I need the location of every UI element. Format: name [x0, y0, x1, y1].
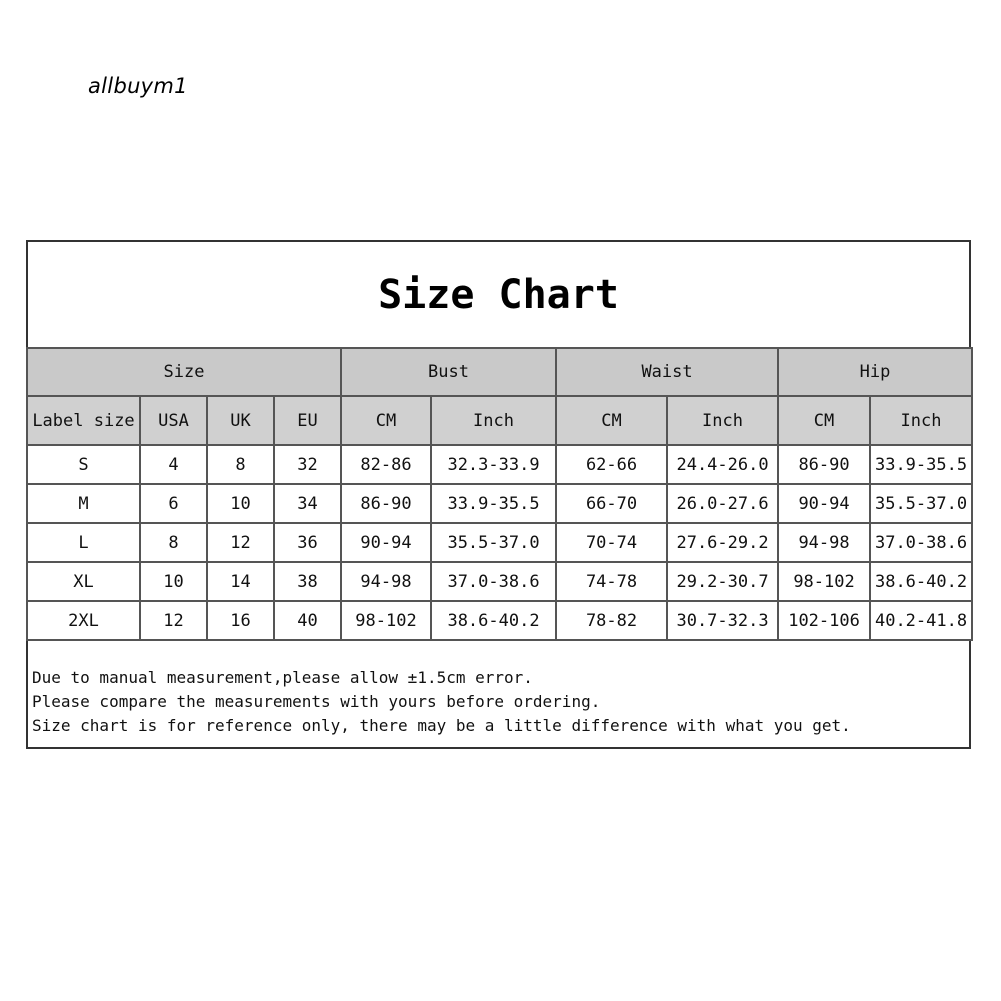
table-cell: 4 — [140, 445, 207, 484]
table-cell: 94-98 — [341, 562, 431, 601]
table-cell: 2XL — [27, 601, 140, 640]
table-cell: 38.6-40.2 — [870, 562, 972, 601]
table-row — [27, 601, 972, 640]
table-cell: 16 — [207, 601, 274, 640]
table-cell: 98-102 — [341, 601, 431, 640]
table-cell: 40.2-41.8 — [870, 601, 972, 640]
table-cell: 8 — [207, 445, 274, 484]
table-cell: 38.6-40.2 — [431, 601, 556, 640]
table-cell: 36 — [274, 523, 341, 562]
table-cell: 26.0-27.6 — [667, 484, 778, 523]
table-cell: 33.9-35.5 — [870, 445, 972, 484]
column-header: CM — [778, 396, 870, 445]
table-cell: 37.0-38.6 — [870, 523, 972, 562]
table-cell: 74-78 — [556, 562, 667, 601]
table-cell: 62-66 — [556, 445, 667, 484]
table-cell: 38 — [274, 562, 341, 601]
table-row — [27, 562, 972, 601]
table-cell: 32.3-33.9 — [431, 445, 556, 484]
note-line: Please compare the measurements with yours before ordering. — [32, 692, 601, 711]
table-cell: 30.7-32.3 — [667, 601, 778, 640]
size-chart — [26, 240, 971, 749]
table-cell: 90-94 — [778, 484, 870, 523]
table-cell: 14 — [207, 562, 274, 601]
table-cell: L — [27, 523, 140, 562]
note-line: Due to manual measurement,please allow ±1.5cm error. — [32, 668, 533, 687]
table-cell: 37.0-38.6 — [431, 562, 556, 601]
column-header: EU — [274, 396, 341, 445]
table-cell: 12 — [140, 601, 207, 640]
table-cell: 78-82 — [556, 601, 667, 640]
table-cell: 10 — [140, 562, 207, 601]
table-cell: 94-98 — [778, 523, 870, 562]
column-header-row — [27, 396, 972, 445]
table-cell: 70-74 — [556, 523, 667, 562]
column-header: Inch — [667, 396, 778, 445]
table-row — [27, 445, 972, 484]
size-table — [26, 347, 973, 641]
table-cell: 27.6-29.2 — [667, 523, 778, 562]
watermark-text: allbuym1 — [88, 74, 188, 98]
column-header: Inch — [870, 396, 972, 445]
table-cell: 40 — [274, 601, 341, 640]
table-cell: 6 — [140, 484, 207, 523]
table-cell: 35.5-37.0 — [431, 523, 556, 562]
group-header-bust: Bust — [341, 348, 556, 396]
column-header: Label size — [27, 396, 140, 445]
table-cell: 33.9-35.5 — [431, 484, 556, 523]
table-cell: 86-90 — [778, 445, 870, 484]
column-header: Inch — [431, 396, 556, 445]
note-line: Size chart is for reference only, there may be a little difference with what you get. — [32, 716, 851, 735]
notes — [32, 666, 851, 738]
table-cell: 102-106 — [778, 601, 870, 640]
table-cell: 29.2-30.7 — [667, 562, 778, 601]
table-cell: 35.5-37.0 — [870, 484, 972, 523]
table-cell: 10 — [207, 484, 274, 523]
table-cell: 32 — [274, 445, 341, 484]
table-row — [27, 523, 972, 562]
group-header-waist: Waist — [556, 348, 778, 396]
table-cell: 82-86 — [341, 445, 431, 484]
table-cell: 86-90 — [341, 484, 431, 523]
table-cell: 90-94 — [341, 523, 431, 562]
chart-title: Size Chart — [378, 272, 619, 318]
table-row — [27, 484, 972, 523]
group-header-row — [27, 348, 972, 396]
group-header-hip: Hip — [778, 348, 972, 396]
table-cell: 98-102 — [778, 562, 870, 601]
table-cell: M — [27, 484, 140, 523]
column-header: CM — [341, 396, 431, 445]
table-cell: 12 — [207, 523, 274, 562]
table-cell: 24.4-26.0 — [667, 445, 778, 484]
column-header: UK — [207, 396, 274, 445]
group-header-size: Size — [27, 348, 341, 396]
table-cell: XL — [27, 562, 140, 601]
table-cell: 34 — [274, 484, 341, 523]
table-cell: 66-70 — [556, 484, 667, 523]
column-header: CM — [556, 396, 667, 445]
table-cell: 8 — [140, 523, 207, 562]
table-cell: S — [27, 445, 140, 484]
column-header: USA — [140, 396, 207, 445]
